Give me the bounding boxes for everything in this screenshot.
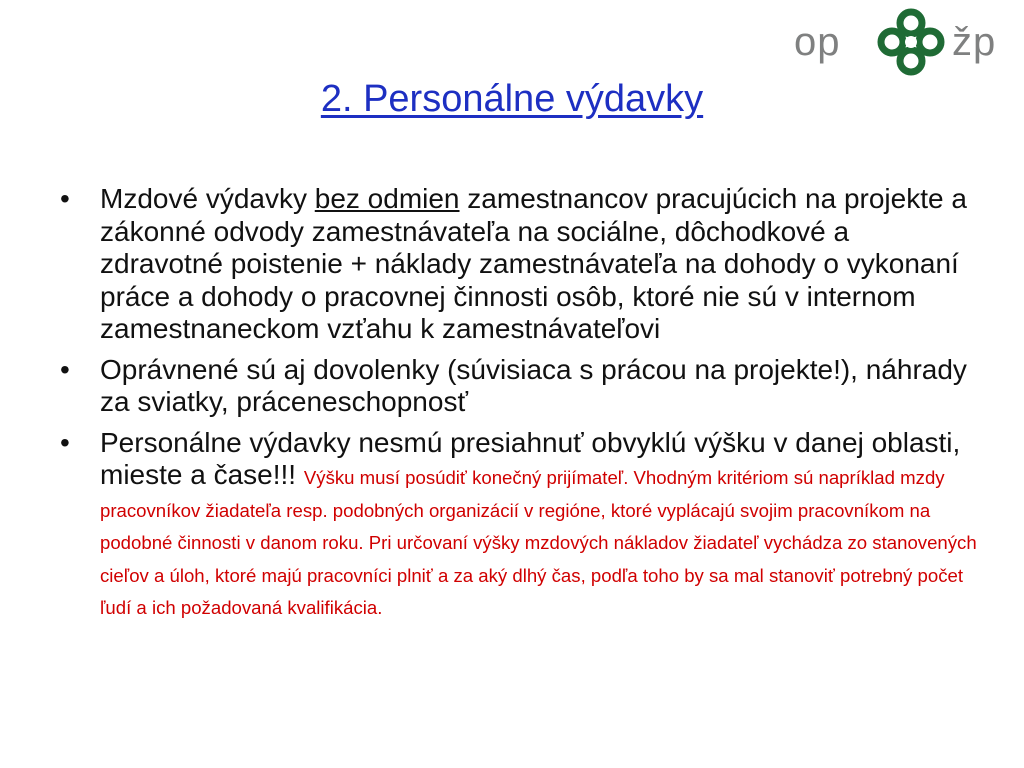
logo-text-left: op	[794, 20, 841, 64]
logo	[794, 6, 1016, 78]
bullet-dot: •	[60, 353, 70, 385]
bullet-text: Personálne výdavky nesmú presiahnuť obvyklú výšku v danej oblasti, mieste a čase!!!	[100, 426, 961, 490]
bullet-dot: •	[60, 183, 70, 214]
bullet-dot: •	[60, 426, 70, 458]
bullet-text: Oprávnené sú aj dovolenky (súvisiaca s prácou na projekte!), náhrady za sviatky, práceneschopnosť	[100, 353, 967, 417]
bullet-text-post: zamestnancov pracujúcich na projekte a zákonné odvody zamestnávateľa na sociálne, dôchodkové a zdravotné poistenie + náklady zamestnávateľa na dohody o vykonaní práce a dohody o pracovnej činnosti osôb, ktoré nie sú v internom zamestnaneckom vzťahu k zamestnávateľovi	[100, 183, 967, 344]
note-text: Výšku musí posúdiť konečný prijímateľ. Vhodným kritériom sú napríklad mzdy pracovníkov žiadateľa resp. podobných organizácií v regióne, ktoré vyplácajú svojim pracovníkom na podobné činnosti v danom roku. Pri určovaní výšky mzdových nákladov žiadateľ vychádza zo stanovených cieľov a úloh, ktoré majú pracovníci plniť a za aký dlhý čas, podľa toho by sa mal stanoviť potrebný počet ľudí a ich požadovaná kvalifikácia.	[100, 467, 977, 618]
bullet-item	[58, 354, 978, 419]
bullet-item	[58, 427, 978, 622]
clover-icon	[876, 6, 946, 78]
bullet-list	[58, 183, 978, 630]
logo-text-right: žp	[952, 20, 997, 64]
bullet-text-underlined: bez odmien	[314, 183, 460, 214]
slide-title: 2. Personálne výdavky	[320, 78, 704, 120]
bullet-text-pre: Mzdové výdavky	[100, 183, 315, 214]
bullet-item	[58, 183, 978, 346]
